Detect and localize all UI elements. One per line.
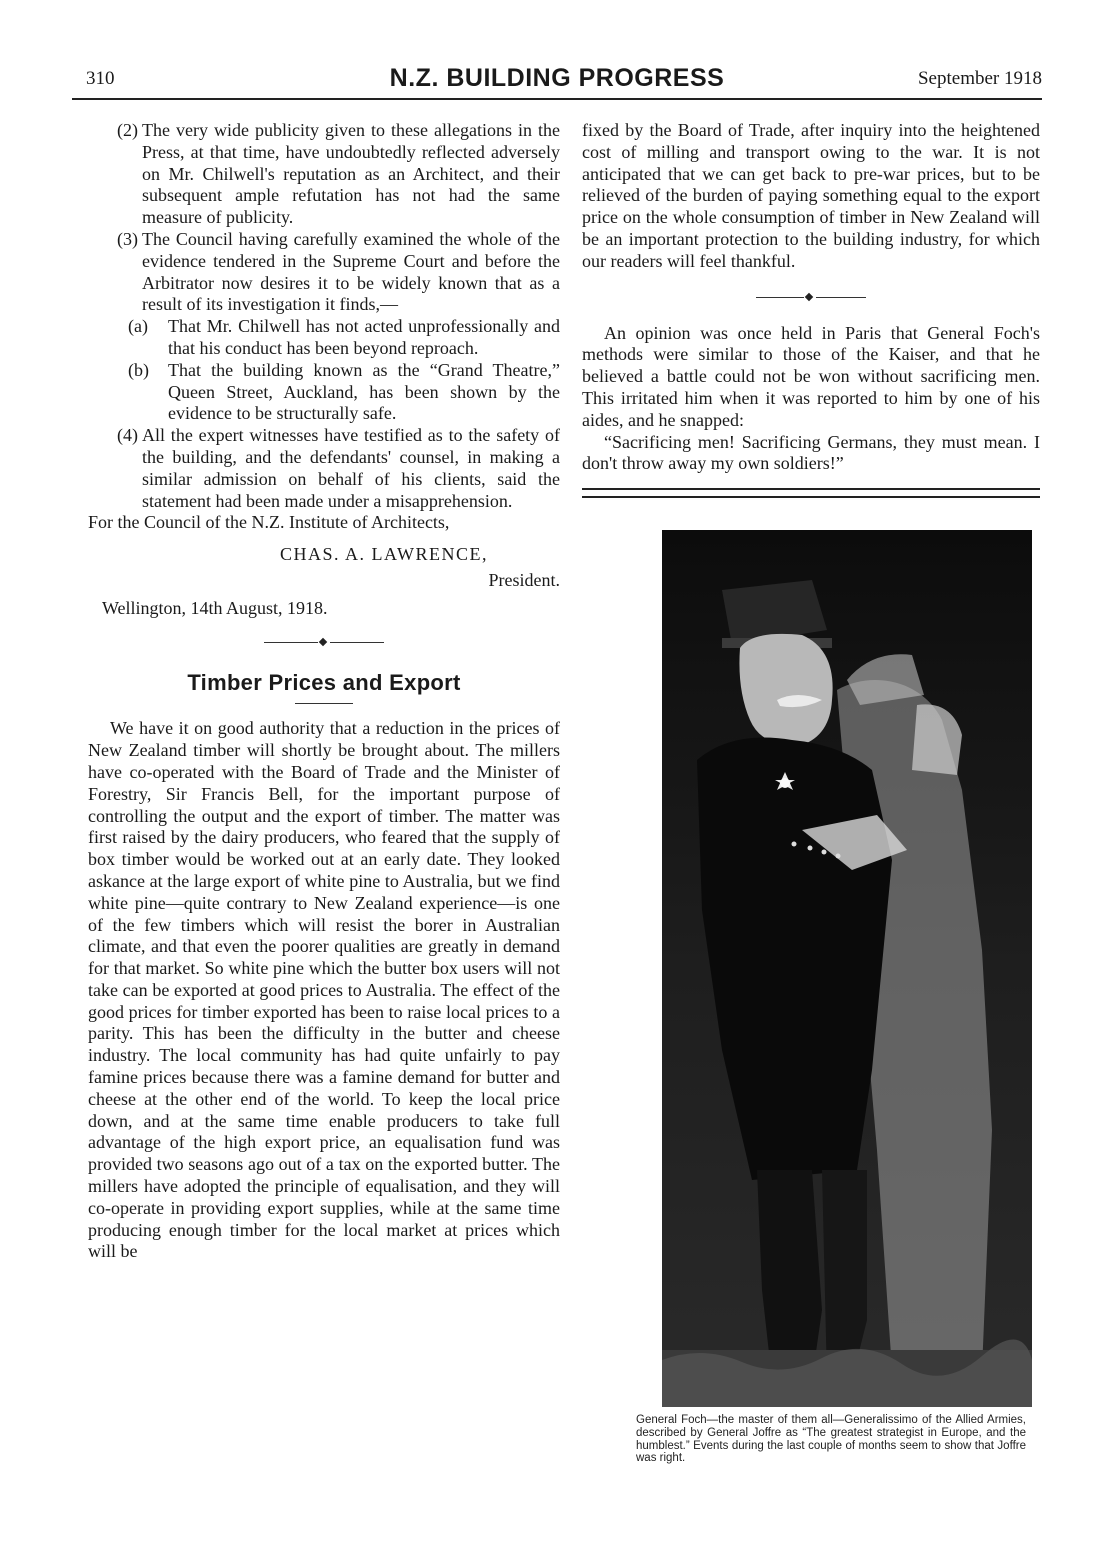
anecdote-paragraph: An opinion was once held in Paris that General Foch's methods were similar to those of the Kaiser, and that he believed a battle could not be won without sacrificing men. This irritated him when it was reported to him by one of his aides, and he snapped: [582,322,1040,430]
issue-date: September 1918 [917,68,1042,89]
subitem-letter: (a) [128,316,148,337]
ornament-divider [264,636,384,650]
foch-photograph [662,530,1032,1407]
double-rule-divider [582,488,1040,498]
statement-subitem [88,316,560,360]
statement-date: Wellington, 14th August, 1918. [102,597,328,618]
for-council-line: For the Council of the N.Z. Institute of Architects, [88,512,450,533]
item-number: (3) [117,228,138,249]
subitem-letter: (b) [128,359,149,380]
subitem-text: That Mr. Chilwell has not acted unprofessionally and that his conduct has been beyond reproach. [168,316,560,358]
page-header [72,62,1042,100]
item-text: The very wide publicity given to these allegations in the Press, at that time, have undoubtedly reflected adversely on Mr. Chilwell's reputation as an Architect, and their subsequent ample refutation has not had the same measure of publicity. [142,120,560,228]
statement-item [88,229,560,316]
statement-item [88,120,560,229]
ornament-divider [756,291,866,305]
anecdote-quote: “Sacrificing men! Sacrificing Germans, they must mean. I don't throw away my own soldiers!” [582,431,1040,474]
article-body-left: We have it on good authority that a reduction in the prices of New Zealand timber will shortly be brought about. The millers have co-operated with the Board of Trade and the Minister of Forestry, Sir Francis Bell, for the important purpose of controlling the output and the export of timber. The matter was first raised by the dairy producers, who feared that the supply of box timber would be worked out at an early date. They looked askance at the large export of white pine to Australia, but we find white pine—quite contrary to New Zealand experience—is one of the few timbers which will resist the borer in Australian climate, and that even the poorer qualities are greatly in demand for that market. So white pine which the butter box users will not take can be exported at good prices to Australia. The effect of the good prices for timber exported has been to raise local prices to a parity. This has been the difficulty in the butter and cheese industry. The local community has had quite unfairly to pay famine prices because there was a famine demand for butter and cheese at the other end of the world. To keep the local price down, and at the same time enable producers to take full advantage of the high export price, an equalisation fund was provided two seasons ago out of a tax on the exported butter. The millers have adopted the principle of equalisation, and they will co-operate in providing export supplies, while at the same time producing enough timber for the local market at prices which will be [88,718,560,1262]
page-number: 310 [86,68,115,89]
statement-item [88,425,560,512]
left-column [88,120,560,1263]
title-rule [295,703,353,704]
right-column [582,120,1040,475]
item-number: (2) [117,120,138,140]
item-text: The Council having carefully examined the whole of the evidence tendered in the Supreme Court and before the Arbitrator now desires it to be widely known that as a result of its investigation it finds,— [142,228,560,315]
article-title: Timber Prices and Export [187,669,461,695]
magazine-title: N.Z. BUILDING PROGRESS [389,64,725,92]
photo-caption: General Foch—the master of them all—Generalissimo of the Allied Armies, described by General Joffre as “The greatest strategist in Europe, and the humblest.” Events during the last couple of months seem to show that Joffre was right. [636,1414,1026,1465]
signatory-name: CHAS. A. LAWRENCE, [279,544,489,565]
item-number: (4) [117,425,138,446]
signatory-role: President. [488,569,560,590]
item-text: All the expert witnesses have testified as to the safety of the building, and the defendants' counsel, in making a similar admission on behalf of his clients, said the statement had been made under a misapprehension. [142,425,560,511]
article-body-right: fixed by the Board of Trade, after inquiry into the heightened cost of milling and transport owing to the war. It is not anticipated that we can get back to pre-war prices, but to be relieved of the burden of paying something equal to the export price on the whole consumption of timber in New Zealand will be an important protection to the building industry, for which our readers will feel thankful. [582,120,1040,271]
subitem-text: That the building known as the “Grand Theatre,” Queen Street, Auckland, has been shown by the evidence to be structurally safe. [168,359,560,424]
statement-subitem [88,360,560,425]
